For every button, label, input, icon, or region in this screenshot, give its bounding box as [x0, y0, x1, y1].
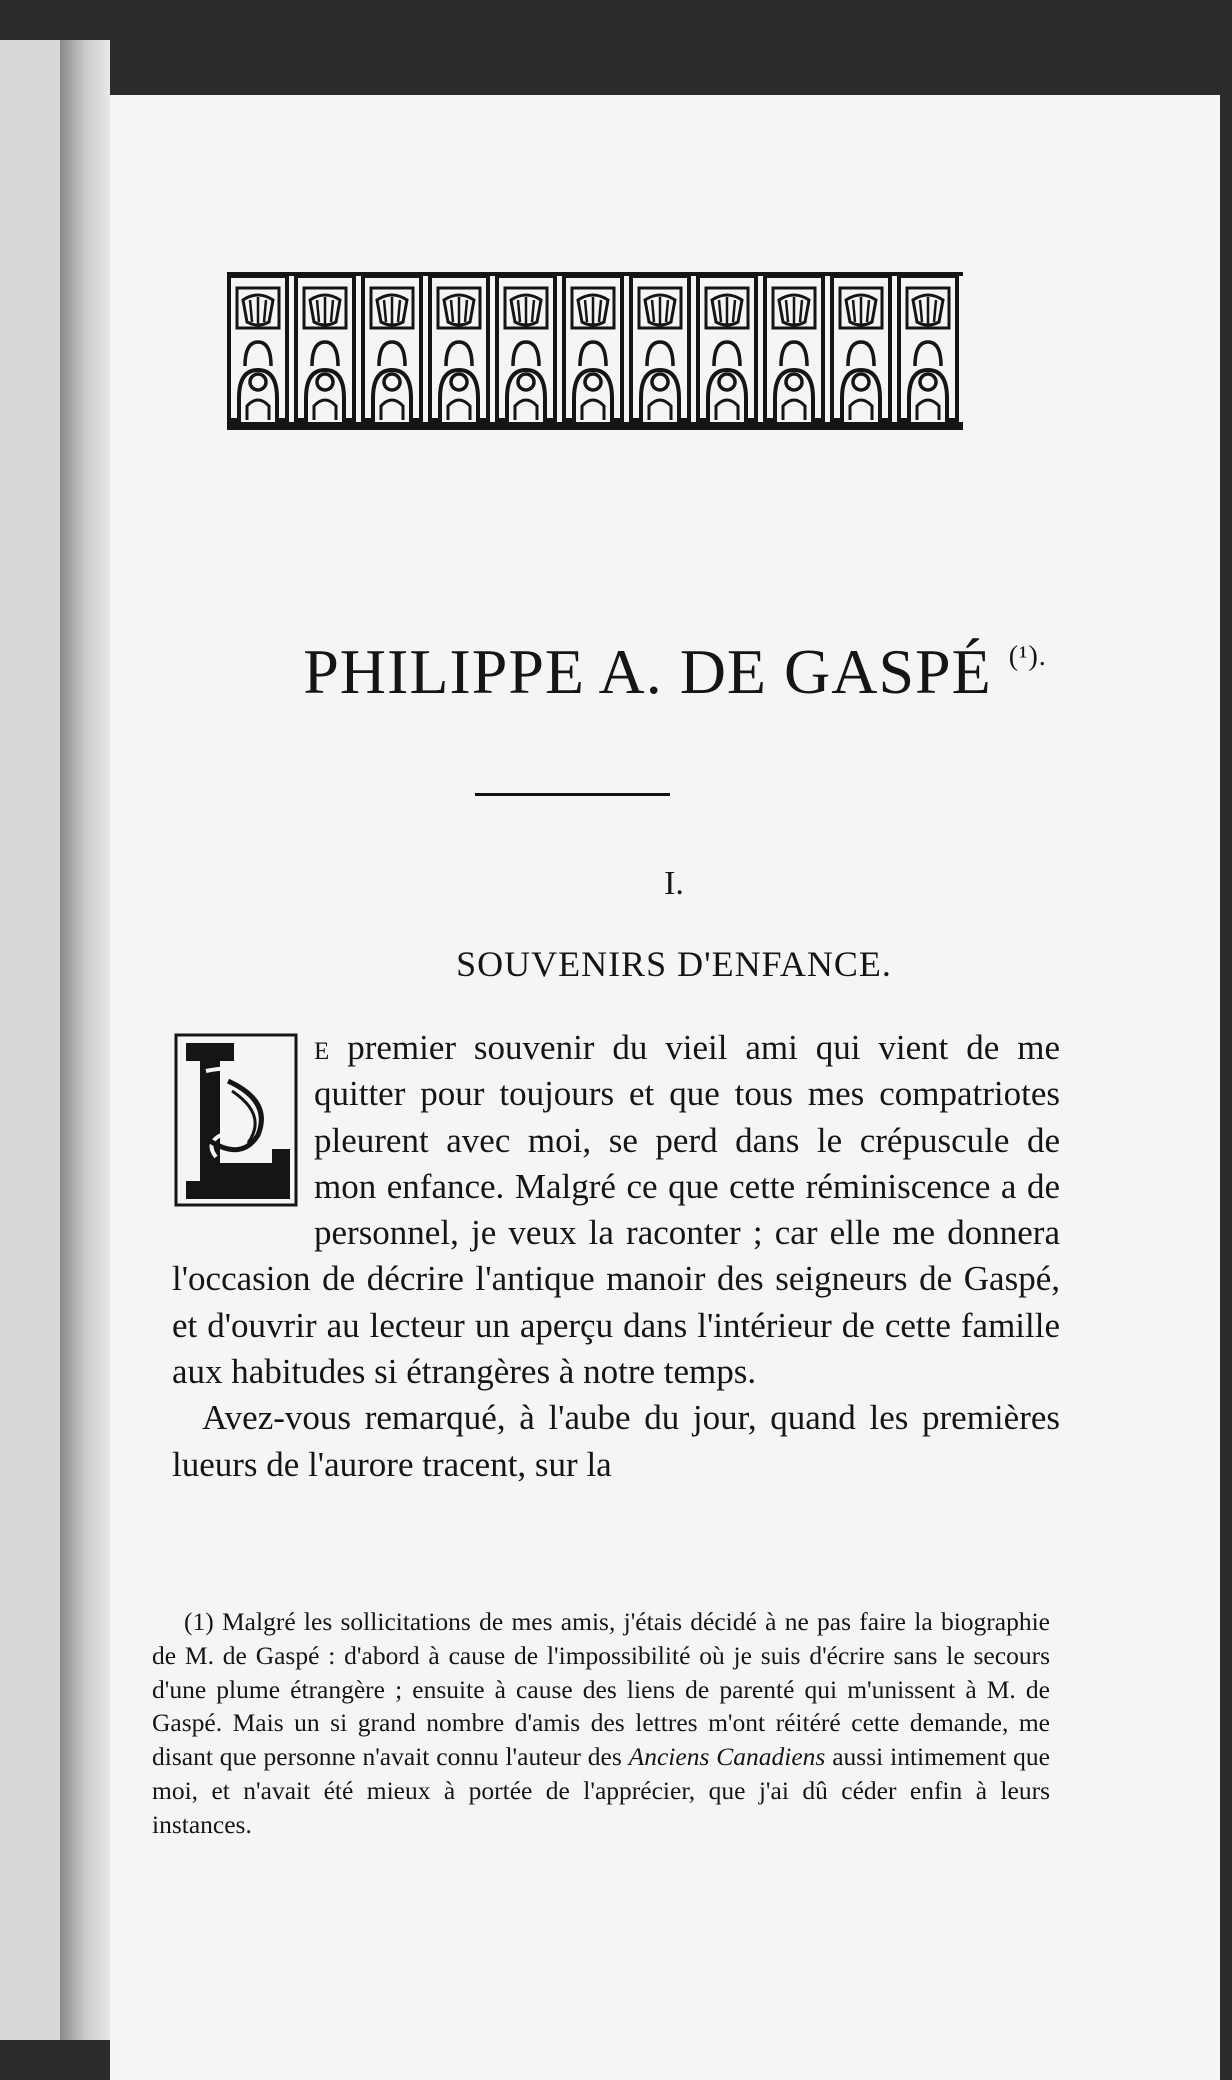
decorative-header-border [225, 270, 965, 438]
title-text: PHILIPPE A. DE GASPÉ [303, 636, 992, 707]
paragraph [172, 1395, 1060, 1488]
footnote-text-end: aussi intimement que moi, et n'avait été mieux à portée de l'apprécier, que j'ai dû céder enfin à leurs instances. [152, 1742, 1050, 1839]
paragraph-text: Avez-vous remarqué, à l'aube du jour, quand les premières lueurs de l'aurore tracent, sur la [172, 1398, 1060, 1484]
paragraph-text: premier souvenir du vieil ami qui vient de me quitter pour toujours et que tous mes compatriotes pleurent avec moi, se perd dans le crépuscule de mon enfance. Malgré ce que cette réminiscence a de personnel, je veux la raconter ; car elle me donnera l'occasion de décrire l'antique manoir des seigneurs de Gaspé, et d'ouvrir au lecteur un aperçu dans l'intérieur de cette famille aux habitudes si étrangères à notre temps. [172, 1028, 1060, 1392]
dropcap-continuation: e [314, 1028, 330, 1067]
dropcap-letter: L [236, 1201, 237, 1202]
chapter-title: SOUVENIRS D'ENFANCE. [456, 944, 892, 984]
footnote-book-title: Anciens Canadiens [628, 1742, 826, 1772]
paragraph [172, 1025, 1060, 1395]
page-title [110, 635, 1220, 709]
footnote [152, 1605, 1050, 1842]
chapter-number: I. [664, 865, 684, 902]
ornamental-dropcap-l [172, 1031, 300, 1209]
book-gutter [60, 40, 110, 2040]
title-footnote-ref: (¹). [1008, 641, 1047, 672]
footnote-text: (1) Malgré les sollicitations de mes amis, j'étais décidé à ne pas faire la biographie de M. de Gaspé : d'abord à cause de l'impossibilité où je suis d'écrire sans le secours d'une plume étrangère ; ensuite à cause des liens de parenté qui m'unissent à M. de Gaspé. Mais un si grand nombre d'amis des lettres m'ont réitéré cette demande, me disant que personne n'avait connu l'auteur des [152, 1607, 1050, 1772]
facing-page-edge [0, 40, 60, 2040]
title-divider [475, 793, 670, 796]
body-text [172, 1025, 1060, 1488]
book-page [110, 95, 1220, 2080]
